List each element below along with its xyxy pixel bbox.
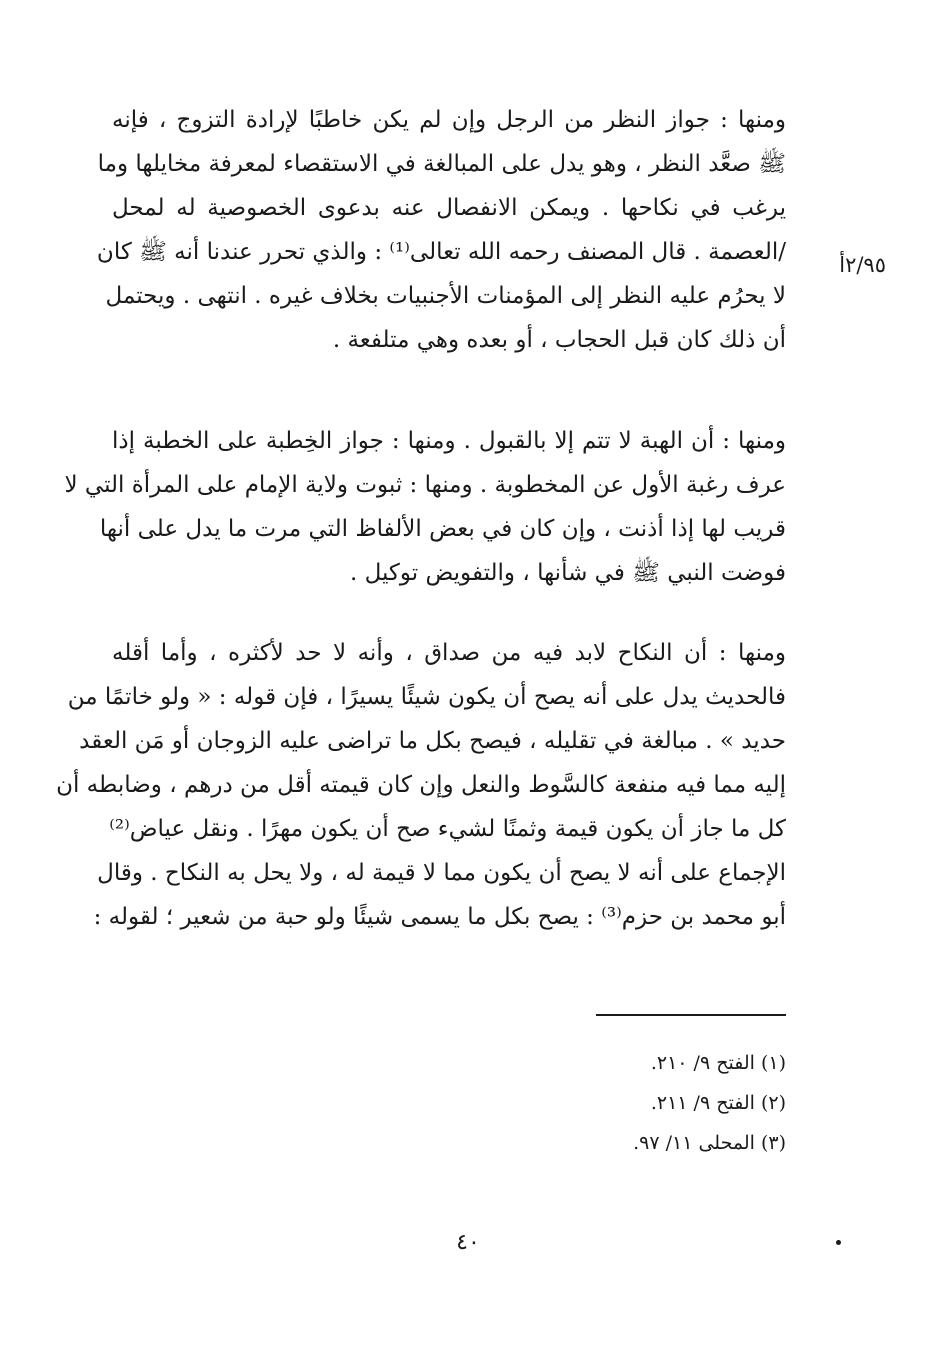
manuscript-folio-note: ٢/٩٥أ [839, 253, 886, 277]
text-line: يرغب في نكاحها . ويمكن الانفصال عنه بدعوى الخصوصية له لمحل [112, 195, 786, 221]
text-line: فوضت النبي ﷺ في شأنها ، والتفويض توكيل . [349, 560, 786, 586]
footnotes [560, 1043, 786, 1163]
text-line: ومنها : أن الهبة لا تتم إلا بالقبول . ومنها : جواز الخِطبة على الخطبة إذا [112, 428, 786, 454]
footnote: (١) الفتح ٩/ ٢١٠. [650, 1052, 786, 1074]
text-line: عرف رغبة الأول عن المخطوبة . ومنها : ثبوت ولاية الإمام على المرأة التي لا [64, 472, 786, 498]
page-number: ٤٠ [456, 1230, 480, 1255]
text-line: إليه مما فيه منفعة كالسَّوط والنعل وإن كان قيمته أقل من درهم ، وضابطه أن [56, 772, 786, 798]
text-line: أبو محمد بن حزم⁽³⁾ : يصح بكل ما يسمى شيئًا ولو حبة من شعير ؛ لقوله : [93, 904, 786, 930]
text-line: قريب لها إذا أذنت ، وإن كان في بعض الألفاظ التي مرت ما يدل على أنها [99, 516, 786, 542]
footnote: (٣) المحلى ١١/ ٩٧. [633, 1132, 786, 1154]
text-line: حديد » . مبالغة في تقليله ، فيصح بكل ما تراضى عليه الزوجان أو مَن العقد [79, 728, 786, 754]
text-line: الإجماع على أنه لا يصح أن يكون مما لا قيمة له ، ولا يحل به النكاح . وقال [97, 860, 786, 886]
footnote-separator [596, 1014, 786, 1016]
scan-mark-dot [836, 1240, 841, 1245]
text-line: ومنها : أن النكاح لابد فيه من صداق ، وأنه لا حد لأكثره ، وأما أقله [112, 640, 786, 666]
text-line: /العصمة . قال المصنف رحمه الله تعالى⁽¹⁾ : والذي تحرر عندنا أنه ﷺ كان [96, 239, 786, 265]
text-line: كل ما جاز أن يكون قيمة وثمنًا لشيء صح أن يكون مهرًا . ونقل عياض⁽²⁾ [109, 816, 786, 842]
paragraph [96, 98, 786, 362]
paragraph [56, 631, 786, 939]
text-line: فالحديث يدل على أنه يصح أن يكون شيئًا يسيرًا ، فإن قوله : « ولو خاتمًا من [67, 684, 786, 710]
text-line: لا يحرُم عليه النظر إلى المؤمنات الأجنبيات بخلاف غيره . انتهى . ويحتمل [105, 283, 786, 309]
paragraph [64, 419, 786, 595]
text-line: ومنها : جواز النظر من الرجل وإن لم يكن خاطبًا لإرادة التزوج ، فإنه [112, 107, 786, 133]
text-line: ﷺ صعَّد النظر ، وهو يدل على المبالغة في الاستقصاء لمعرفة مخايلها وما [97, 151, 786, 177]
text-line: أن ذلك كان قبل الحجاب ، أو بعده وهي متلفعة . [332, 327, 786, 353]
footnote: (٢) الفتح ٩/ ٢١١. [650, 1092, 786, 1114]
